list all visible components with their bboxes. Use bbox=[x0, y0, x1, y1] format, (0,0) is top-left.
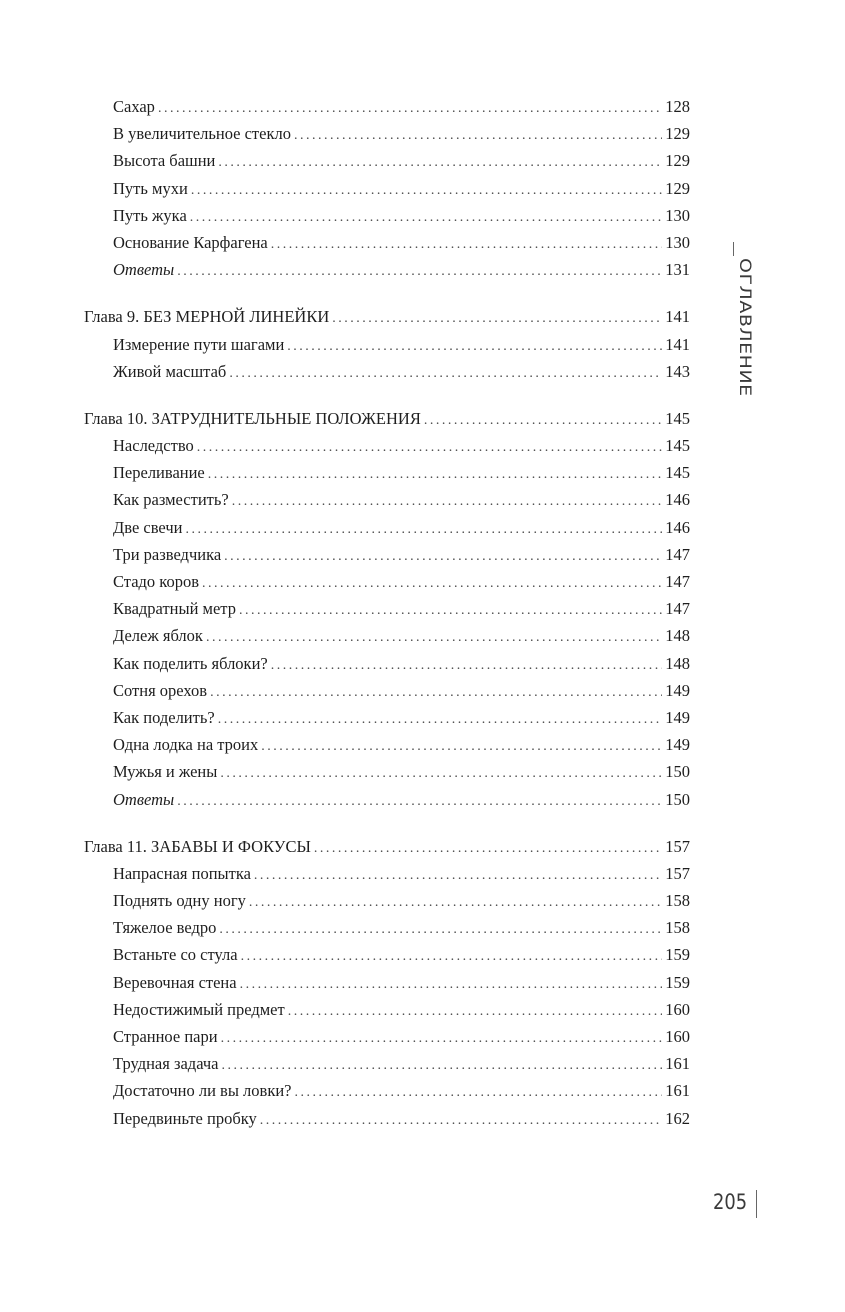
toc-entry-title: Веревочная стена bbox=[113, 972, 237, 992]
dot-leader bbox=[295, 1079, 663, 1106]
toc-entry-title: Сахар bbox=[113, 97, 155, 116]
toc-entry[interactable] bbox=[84, 860, 690, 887]
chapter-page: 145 bbox=[665, 408, 690, 428]
toc-entry-title: Ответы bbox=[113, 260, 175, 280]
toc-entry[interactable] bbox=[84, 93, 690, 120]
toc-entry[interactable] bbox=[84, 459, 690, 486]
toc-entry-page: 159 bbox=[665, 972, 690, 992]
dot-leader bbox=[158, 95, 662, 122]
toc-entry-title: Как поделить? bbox=[113, 707, 215, 727]
toc-entry-title: Недостижимый предмет bbox=[113, 999, 285, 1019]
chapter-title: Глава 11. ЗАБАВЫ И ФОКУСЫ bbox=[84, 836, 311, 856]
toc-entry[interactable] bbox=[84, 914, 690, 941]
toc-entry-title: Странное пари bbox=[113, 1027, 218, 1046]
toc-entry[interactable] bbox=[84, 331, 690, 358]
toc-entry[interactable] bbox=[84, 486, 690, 513]
table-of-contents bbox=[84, 93, 690, 1152]
toc-entry-page: 161 bbox=[665, 1081, 690, 1101]
toc-entry[interactable] bbox=[84, 202, 690, 229]
dot-leader bbox=[254, 862, 662, 889]
toc-entry-page: 159 bbox=[665, 945, 690, 965]
dot-leader bbox=[260, 1107, 662, 1134]
toc-entry[interactable] bbox=[84, 704, 690, 731]
toc-chapter-heading[interactable] bbox=[84, 303, 690, 330]
toc-entry-page: 148 bbox=[665, 653, 690, 673]
dot-leader bbox=[241, 943, 663, 970]
chapter-title: Глава 9. БЕЗ МЕРНОЙ ЛИНЕЙКИ bbox=[84, 307, 330, 327]
dot-leader bbox=[210, 679, 662, 706]
toc-entry-page: 149 bbox=[665, 735, 690, 755]
dot-leader bbox=[218, 706, 663, 733]
dot-leader bbox=[229, 360, 662, 387]
toc-entry[interactable] bbox=[84, 996, 690, 1023]
dot-leader bbox=[221, 1025, 663, 1052]
toc-section bbox=[84, 833, 690, 1132]
toc-section bbox=[84, 405, 690, 813]
toc-entry-page: 150 bbox=[665, 789, 690, 809]
toc-entry-page: 147 bbox=[665, 544, 690, 564]
toc-entry-title: Передвиньте пробку bbox=[113, 1108, 257, 1128]
toc-entry-page: 130 bbox=[665, 232, 690, 252]
toc-entry-title: В увеличительное стекло bbox=[113, 124, 291, 144]
running-head: ОГЛАВЛЕНИЕ bbox=[735, 258, 755, 397]
dot-leader bbox=[332, 305, 662, 332]
dot-leader bbox=[208, 461, 662, 488]
toc-entry-page: 157 bbox=[665, 863, 690, 883]
dot-leader bbox=[287, 333, 662, 360]
toc-entry-title: Сотня орехов bbox=[113, 680, 208, 700]
chapter-page: 157 bbox=[665, 836, 690, 856]
toc-entry-title: Мужья и жены bbox=[113, 762, 218, 782]
toc-entry[interactable] bbox=[84, 514, 690, 541]
toc-entry-page: 149 bbox=[665, 707, 690, 727]
dot-leader bbox=[190, 204, 662, 231]
dot-leader bbox=[239, 597, 662, 624]
toc-entry-page: 128 bbox=[665, 97, 690, 116]
toc-entry-title: Путь жука bbox=[113, 205, 187, 225]
toc-entry-page: 145 bbox=[665, 436, 690, 456]
toc-entry[interactable] bbox=[84, 595, 690, 622]
toc-entry[interactable] bbox=[84, 941, 690, 968]
toc-chapter-heading[interactable] bbox=[84, 833, 690, 860]
toc-section bbox=[84, 93, 690, 283]
dot-leader bbox=[177, 258, 662, 285]
toc-entry-title: Одна лодка на троих bbox=[113, 735, 259, 755]
dot-leader bbox=[224, 543, 662, 570]
dot-leader bbox=[271, 231, 663, 258]
dot-leader bbox=[240, 971, 663, 998]
toc-entry-title: Измерение пути шагами bbox=[113, 334, 285, 354]
dot-leader bbox=[271, 652, 663, 679]
toc-entry-title: Наследство bbox=[113, 436, 194, 456]
toc-entry-page: 147 bbox=[665, 599, 690, 619]
dot-leader bbox=[202, 570, 662, 597]
toc-entry-title: Трудная задача bbox=[113, 1054, 219, 1074]
toc-entry[interactable] bbox=[84, 758, 690, 785]
running-head-rule bbox=[733, 242, 734, 256]
toc-entry[interactable] bbox=[84, 541, 690, 568]
toc-entry[interactable] bbox=[84, 731, 690, 758]
dot-leader bbox=[177, 788, 662, 815]
toc-entry-answers[interactable] bbox=[84, 786, 690, 813]
toc-entry-title: Напрасная попытка bbox=[113, 863, 251, 883]
dot-leader bbox=[232, 488, 663, 515]
toc-entry-title: Как поделить яблоки? bbox=[113, 653, 268, 673]
toc-entry-title: Поднять одну ногу bbox=[113, 891, 246, 911]
dot-leader bbox=[191, 177, 662, 204]
toc-entry[interactable] bbox=[84, 1105, 690, 1132]
dot-leader bbox=[424, 407, 662, 434]
dot-leader bbox=[185, 516, 662, 543]
toc-entry[interactable] bbox=[84, 677, 690, 704]
toc-entry-page: 162 bbox=[665, 1108, 690, 1128]
toc-entry-title: Тяжелое ведро bbox=[113, 918, 217, 938]
toc-entry[interactable] bbox=[84, 1050, 690, 1077]
dot-leader bbox=[197, 434, 662, 461]
toc-entry-title: Две свечи bbox=[113, 517, 183, 537]
toc-entry-page: 160 bbox=[665, 1027, 690, 1046]
toc-entry-page: 160 bbox=[665, 999, 690, 1019]
toc-entry-page: 131 bbox=[665, 260, 690, 280]
toc-entry-title: Три разведчика bbox=[113, 544, 222, 564]
dot-leader bbox=[314, 835, 662, 862]
dot-leader bbox=[261, 733, 662, 760]
toc-entry-page: 158 bbox=[665, 918, 690, 938]
toc-entry[interactable] bbox=[84, 358, 690, 385]
toc-entry-answers[interactable] bbox=[84, 256, 690, 283]
toc-section bbox=[84, 303, 690, 385]
toc-entry-title: Основание Карфагена bbox=[113, 232, 268, 252]
toc-entry-page: 146 bbox=[665, 517, 690, 537]
page-number: 205 bbox=[712, 1190, 747, 1214]
toc-entry-title: Высота башни bbox=[113, 151, 216, 171]
toc-entry[interactable] bbox=[84, 147, 690, 174]
toc-chapter-heading[interactable] bbox=[84, 405, 690, 432]
toc-entry-page: 141 bbox=[665, 334, 690, 354]
toc-entry[interactable] bbox=[84, 120, 690, 147]
dot-leader bbox=[288, 998, 663, 1025]
toc-entry-page: 150 bbox=[665, 762, 690, 782]
toc-entry[interactable] bbox=[84, 568, 690, 595]
toc-entry-title: Встаньте со стула bbox=[113, 945, 238, 965]
toc-entry-title: Как разместить? bbox=[113, 490, 229, 510]
dot-leader bbox=[219, 916, 662, 943]
toc-entry-page: 146 bbox=[665, 490, 690, 510]
toc-entry-page: 161 bbox=[665, 1054, 690, 1074]
toc-entry-title: Квадратный метр bbox=[113, 599, 236, 619]
toc-entry-page: 145 bbox=[665, 463, 690, 483]
toc-entry-page: 129 bbox=[665, 151, 690, 171]
toc-entry-title: Переливание bbox=[113, 463, 205, 483]
toc-entry[interactable] bbox=[84, 432, 690, 459]
toc-entry[interactable] bbox=[84, 969, 690, 996]
toc-entry-page: 148 bbox=[665, 626, 690, 646]
toc-entry-page: 143 bbox=[665, 361, 690, 381]
toc-entry-page: 130 bbox=[665, 205, 690, 225]
toc-entry-page: 129 bbox=[665, 124, 690, 144]
toc-entry-title: Дележ яблок bbox=[113, 626, 203, 646]
dot-leader bbox=[221, 1052, 662, 1079]
chapter-title: Глава 10. ЗАТРУДНИТЕЛЬНЫЕ ПОЛОЖЕНИЯ bbox=[84, 408, 421, 428]
toc-entry-page: 149 bbox=[665, 680, 690, 700]
toc-entry-page: 147 bbox=[665, 572, 690, 591]
toc-entry[interactable] bbox=[84, 887, 690, 914]
dot-leader bbox=[218, 149, 662, 176]
toc-entry[interactable] bbox=[84, 229, 690, 256]
dot-leader bbox=[249, 889, 662, 916]
dot-leader bbox=[294, 122, 662, 149]
toc-entry[interactable] bbox=[84, 1023, 690, 1050]
toc-entry[interactable] bbox=[84, 1077, 690, 1104]
toc-entry-page: 129 bbox=[665, 178, 690, 198]
toc-entry-title: Живой масштаб bbox=[113, 361, 227, 381]
chapter-page: 141 bbox=[665, 307, 690, 327]
toc-entry-title: Стадо коров bbox=[113, 572, 200, 591]
dot-leader bbox=[220, 760, 662, 787]
toc-entry[interactable] bbox=[84, 622, 690, 649]
toc-entry-page: 158 bbox=[665, 891, 690, 911]
toc-entry-title: Путь мухи bbox=[113, 178, 188, 198]
toc-entry[interactable] bbox=[84, 175, 690, 202]
toc-entry-title: Ответы bbox=[113, 789, 175, 809]
toc-entry[interactable] bbox=[84, 650, 690, 677]
toc-entry-title: Достаточно ли вы ловки? bbox=[113, 1081, 292, 1101]
page-number-rule bbox=[756, 1190, 757, 1218]
dot-leader bbox=[206, 624, 662, 651]
